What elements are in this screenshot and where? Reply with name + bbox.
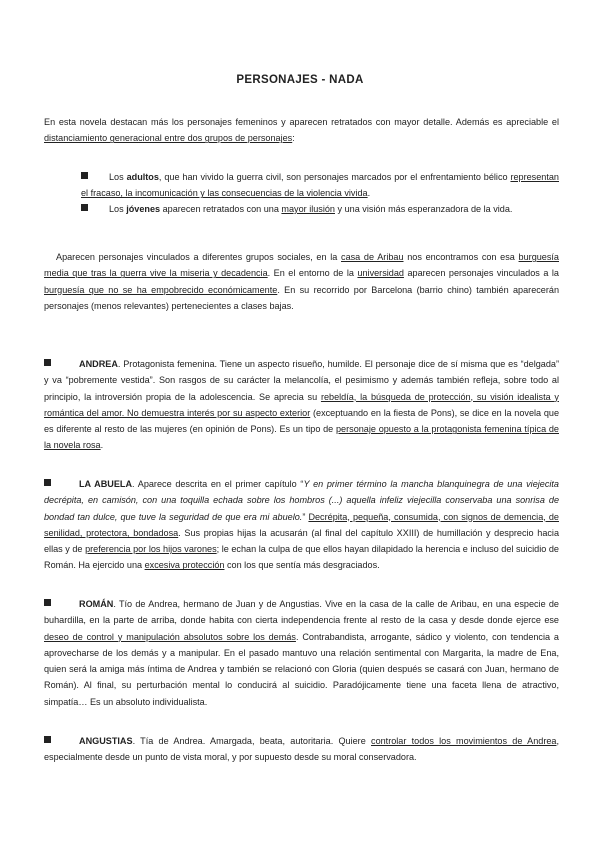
bullet-text: Los: [109, 204, 127, 214]
character-text: . Sus propias hijas la acusarán (al final del capítulo XXIII) de humillación y desprecio hacia ellas y de: [44, 527, 559, 555]
character-text: , especialmente desde un punto de vista moral, y por supuesto desde su moral conservadora.: [44, 736, 559, 763]
square-bullet-icon: [44, 359, 51, 366]
character-text: .: [100, 440, 104, 451]
groups-text: . En su recorrido por Barcelona (barrio chino) también aparecerán personajes (menos relevantes) pertenecientes a clases bajas.: [44, 284, 559, 311]
intro-underline: distanciamiento generacional entre dos grupos de personajes: [44, 133, 293, 144]
square-bullet-icon: [81, 172, 88, 179]
groups-text: . En el entorno de la: [267, 268, 358, 279]
character-text: ”: [302, 511, 309, 522]
bullet-text: Los: [109, 172, 127, 182]
character-underline: controlar todos los movimientos de Andrea: [371, 736, 557, 746]
bullet-bold: adultos: [126, 172, 159, 182]
character-underline: Decrépita, pequeña, consumida, con signos de demencia, de senilidad, protectora, bondadosa: [44, 511, 559, 538]
character-text: . Protagonista femenina. Tiene un aspecto risueño, humilde. El personaje dice de sí misma que es “delgada” y va “pobremente vestida”. Son rasgos de su carácter la melancolía, el pesimismo y además también refleja, sobre todo al principio, la introversión propia de la adolescencia. Se aprecia su: [44, 359, 559, 402]
character-name: ANDREA: [79, 359, 118, 369]
bullet-text: aparecen retratados con una: [160, 204, 282, 214]
bullet-adultos: [81, 169, 559, 202]
groups-underline: casa de Aribau: [341, 252, 404, 262]
character-abuela: [44, 476, 559, 574]
groups-text: nos encontramos con esa: [403, 252, 519, 262]
page-title: PERSONAJES - NADA: [236, 74, 364, 86]
character-angustias: [44, 733, 559, 766]
character-andrea: [44, 356, 559, 454]
groups-underline: universidad: [357, 268, 404, 279]
bullet-text: .: [367, 188, 371, 199]
bullet-text: , que han vivido la guerra civil, son personajes marcados por el enfrentamiento bélico: [158, 172, 511, 182]
square-bullet-icon: [44, 736, 51, 743]
character-underline: excesiva protección: [144, 560, 225, 571]
bullet-bold: jóvenes: [126, 204, 161, 214]
character-text: con los que sentía más desgraciados.: [224, 560, 380, 571]
groups-underline: burguesía media que tras la guerra vive la miseria y decadencia: [44, 252, 559, 279]
intro-text: En esta novela destacan más los personajes femeninos y aparecen retratados con mayor detalle. Además es apreciable el: [44, 117, 559, 127]
character-quote: Y en primer término la mancha blanquinegra de una viejecita decrépita, en camisón, con una toquilla echada sobre los hombros (...) aquella infeliz viejecilla conservaba una sonrisa de bondad tan dulce, que tuve la seguridad de que era mi abuelo.: [44, 479, 559, 522]
intro-text: :: [292, 133, 295, 144]
character-name: ROMÁN: [79, 599, 114, 609]
character-text: ; le echan la culpa de que ellos hayan dilapidado la herencia e incluso del suicidio de Román. Ha ejercido una: [44, 544, 559, 571]
bullet-underline: representan el fracaso, la incomunicación y las consecuencias de la violencia vivida: [81, 172, 559, 199]
character-text: . Aparece descrita en el primer capítulo “: [132, 479, 304, 489]
character-text: . Tía de Andrea. Amargada, beata, autoritaria. Quiere: [132, 736, 372, 746]
character-text: . Tío de Andrea, hermano de Juan y de Angustias. Vive en la casa de la calle de Aribau, en una especie de buhardilla, en la parte de arriba, donde habita con cierta independencia frente al resto de la casa y desde donde ejerce ese: [44, 599, 559, 626]
bullet-underline: mayor ilusión: [281, 204, 335, 214]
groups-underline: burguesía que no se ha empobrecido económicamente: [44, 284, 278, 295]
groups-text: Aparecen personajes vinculados a diferentes grupos sociales, en la: [56, 252, 342, 262]
groups-text: aparecen personajes vinculados a la: [403, 268, 559, 279]
character-underline: rebeldía, la búsqueda de protección, su visión idealista y romántica del amor. No demuestra interés por su aspecto exterior: [44, 391, 559, 418]
character-underline: preferencia por los hijos varones: [85, 544, 217, 555]
character-underline: deseo de control y manipulación absolutos sobre los demás: [44, 631, 296, 642]
square-bullet-icon: [81, 204, 88, 211]
character-text: . Contrabandista, arrogante, sádico y violento, con tendencia a aprovecharse de los demás y a manipular. En el pasado mantuvo una relación sentimental con Margarita, la madre de Ena, quien será la amiga más íntima de Andrea y también se relacionó con Gloria (quien después se casará con Juan, hermano de Román). Al final, su perturbación mental lo conducirá al suicidio. Paradójicamente tiene una faceta llena de atractivo, simpatía… Es un absoluto individualista.: [44, 631, 559, 707]
character-name: ANGUSTIAS: [79, 736, 133, 746]
intro-paragraph: [44, 114, 559, 147]
square-bullet-icon: [44, 479, 51, 486]
bullet-jovenes: [81, 201, 559, 217]
bullet-text: y una visión más esperanzadora de la vida.: [335, 204, 513, 214]
groups-paragraph: [44, 249, 559, 314]
character-text: (exceptuando en la fiesta de Pons), se dice en la novela que es diferente al resto de las mujeres (en opinión de Pons). Es un tipo de: [44, 407, 560, 435]
character-name: LA ABUELA: [79, 479, 133, 489]
square-bullet-icon: [44, 599, 51, 606]
character-roman: [44, 596, 559, 710]
character-underline: personaje opuesto a la protagonista femenina típica de la novela rosa: [44, 424, 559, 451]
